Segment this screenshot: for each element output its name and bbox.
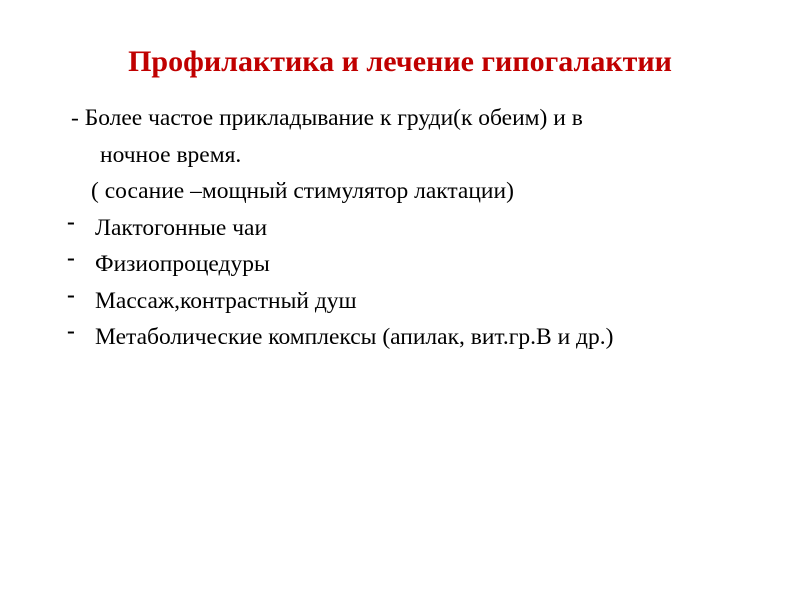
bullet-item xyxy=(0,210,760,247)
bullet-dash-icon: - xyxy=(67,208,75,235)
bullet-label: Лактогонные чаи xyxy=(95,214,268,241)
slide-body xyxy=(0,100,760,356)
paragraph-line: - Более частое прикладывание к груди(к обеим) и в xyxy=(71,105,583,131)
slide-title: Профилактика и лечение гипогалактии xyxy=(128,45,672,78)
bullet-item xyxy=(0,246,760,283)
bullet-label: Физиопроцедуры xyxy=(95,251,270,277)
bullet-item xyxy=(0,283,760,320)
paragraph-line: ночное время. xyxy=(100,141,242,168)
paragraph-line: ( сосание –мощный стимулятор лактации) xyxy=(91,178,514,204)
bullet-dash-icon: - xyxy=(67,245,75,271)
bullet-item xyxy=(0,319,760,356)
bullet-label: Массаж,контрастный душ xyxy=(95,287,357,314)
bullet-dash-icon: - xyxy=(67,281,75,308)
bullet-label: Метаболические комплексы (апилак, вит.гр.В и др.) xyxy=(95,324,614,350)
bullet-dash-icon: - xyxy=(67,318,75,344)
bullet-list xyxy=(0,210,760,356)
